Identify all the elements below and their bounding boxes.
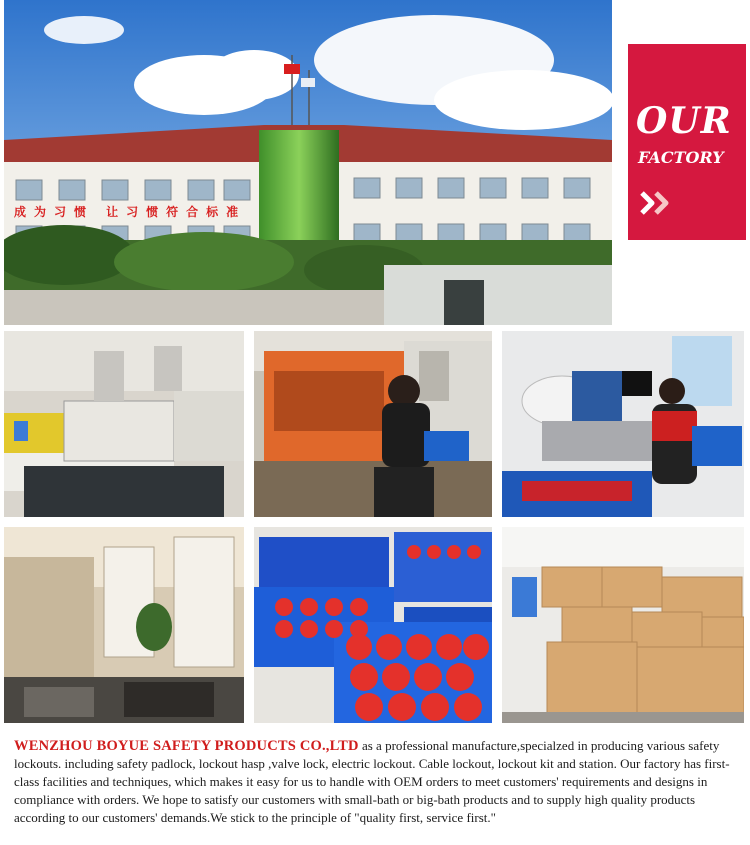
red-caps-in-blue-crates-photo [254, 527, 492, 723]
company-description: as a professional manufacture,specialzed in producing various safety lockouts. including safety padlock, lockout hasp ,valve lock, electric lockout. Cable lockout, lockout kit and station. Our factory has first-class facilities and techniques, which makes it easy for us to handle with OEM orders to meet customers' requirements and designs in compliance with orders. We hope to satisfy our customers with small-bath or big-bath products and to supply high quality products according to our customers' demands.We stick to the principle of "quality first, service first." [14, 738, 730, 825]
our-factory-badge [628, 44, 746, 240]
injection-molding-machines-photo [4, 331, 244, 517]
badge-title-our: OUR [636, 100, 732, 142]
office-interior-photo [4, 527, 244, 723]
laser-marking-station-photo [502, 331, 744, 517]
company-introduction [14, 737, 744, 827]
warehouse-cartons-photo [502, 527, 744, 723]
double-chevron-right-icon [638, 188, 678, 218]
worker-at-orange-machine-photo [254, 331, 492, 517]
company-name: WENZHOU BOYUE SAFETY PRODUCTS CO.,LTD [14, 738, 359, 754]
badge-title-factory: FACTORY [638, 148, 724, 167]
building-sign-text: 成为习惯 让习惯符合标准 [14, 205, 247, 219]
factory-building-photo [4, 0, 612, 325]
